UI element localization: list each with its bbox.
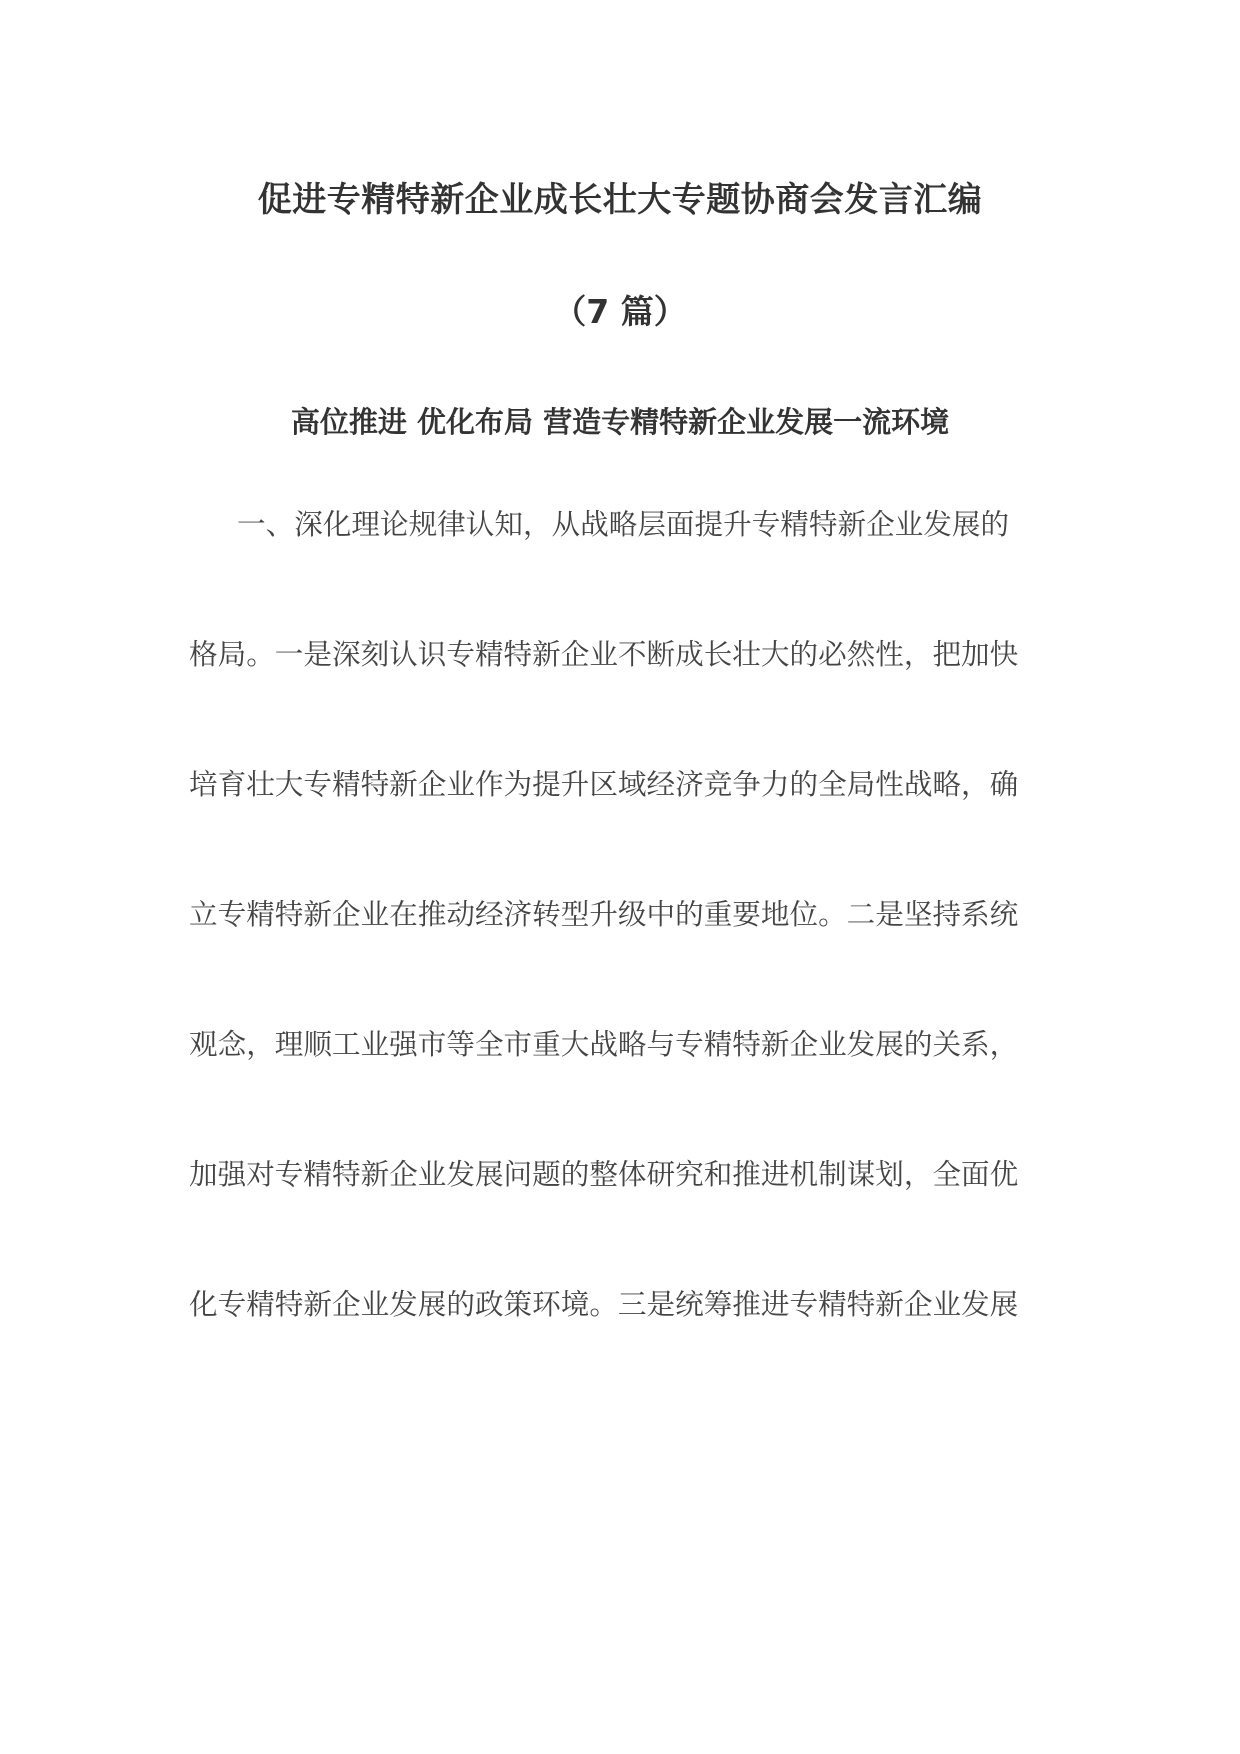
section-heading: 高位推进 优化布局 营造专精特新企业发展一流环境 [290,405,950,439]
document-subtitle: （7 篇） [553,292,687,331]
body-text-line: 格局。一是深刻认识专精特新企业不断成长壮大的必然性，把加快 [189,637,1019,671]
body-text-line: 观念，理顺工业强市等全市重大战略与专精特新企业发展的关系， [189,1027,1019,1061]
body-text-line: 加强对专精特新企业发展问题的整体研究和推进机制谋划，全面优 [189,1157,1019,1191]
document-title: 促进专精特新企业成长壮大专题协商会发言汇编 [257,180,983,220]
body-text-line: 培育壮大专精特新企业作为提升区域经济竞争力的全局性战略，确 [189,767,1019,801]
body-text-line: 化专精特新企业发展的政策环境。三是统筹推进专精特新企业发展 [189,1287,1019,1321]
body-text-line: 一、深化理论规律认知，从战略层面提升专精特新企业发展的 [237,507,1010,541]
body-text-line: 立专精特新企业在推动经济转型升级中的重要地位。二是坚持系统 [189,897,1019,931]
